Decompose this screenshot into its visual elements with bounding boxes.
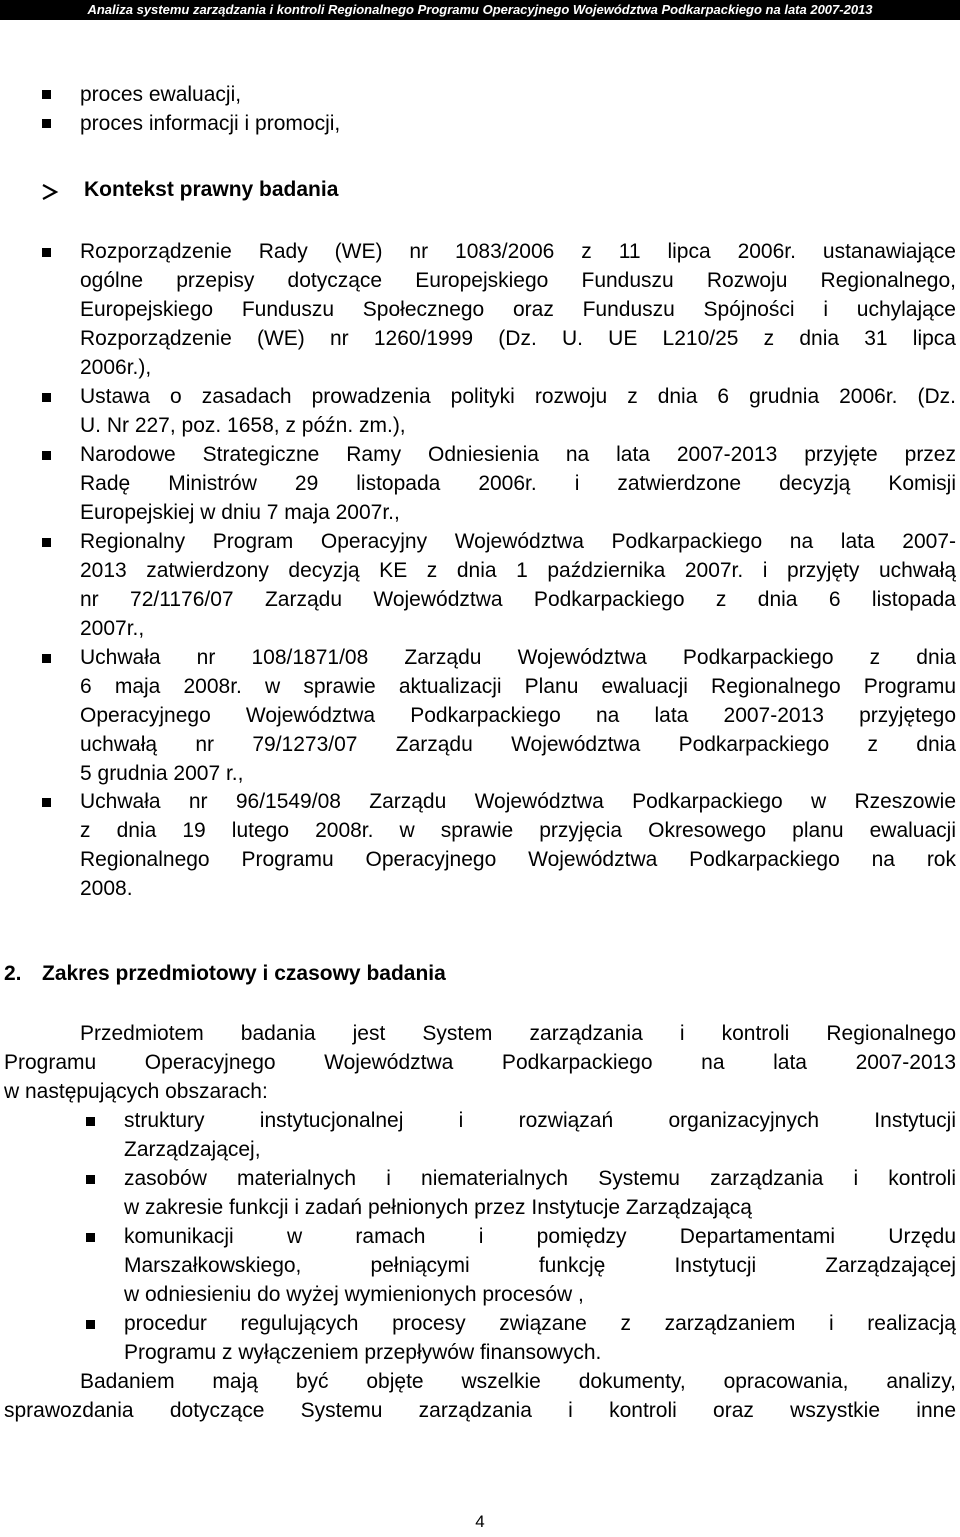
- legal-item: [80, 440, 956, 527]
- bullet-icon: [42, 654, 51, 663]
- legal-item-line: 2008.: [80, 877, 133, 900]
- bullet-icon: [42, 451, 51, 460]
- legal-item-line: uchwałą nr 79/1273/07 Zarządu Województwa Podkarpackiego z dnia: [80, 733, 956, 756]
- scope-item-line: Zarządzającej,: [124, 1138, 261, 1161]
- legal-item: [80, 527, 956, 643]
- list-item-text: proces informacji i promocji,: [80, 112, 341, 135]
- scope-item-line: Programu z wyłączeniem przepływów finansowych.: [124, 1341, 602, 1364]
- bullet-icon: [42, 248, 51, 257]
- section-number: 2.: [4, 962, 22, 985]
- bullet-icon: [86, 1175, 95, 1184]
- list-item: [80, 80, 940, 109]
- bullet-icon: [42, 90, 51, 99]
- closing-line: sprawozdania dotyczące Systemu zarządzania i kontroli oraz wszystkie inne: [4, 1399, 956, 1422]
- closing-paragraph: [4, 1367, 956, 1425]
- legal-item-line: Uchwała nr 96/1549/08 Zarządu Województwa Podkarpackiego w Rzeszowie: [80, 790, 956, 813]
- legal-item-line: 2007r.,: [80, 617, 145, 640]
- bullet-icon: [42, 119, 51, 128]
- scope-item-line: w zakresie funkcji i zadań pełnionych przez Instytucje Zarządzającą: [124, 1196, 752, 1219]
- legal-item: [80, 237, 956, 382]
- closing-line: Badaniem mają być objęte wszelkie dokumenty, opracowania, analizy,: [80, 1370, 956, 1393]
- page-number: 4: [475, 1512, 485, 1531]
- legal-item: [80, 787, 956, 903]
- arrow-bullet-icon: [40, 183, 60, 201]
- scope-item-line: komunikacji w ramach i pomiędzy Departamentami Urzędu: [124, 1225, 956, 1248]
- legal-item-line: Europejskiej w dniu 7 maja 2007r.,: [80, 501, 400, 524]
- scope-item-line: w odniesieniu do wyżej wymienionych procesów ,: [124, 1283, 584, 1306]
- bullet-icon: [86, 1320, 95, 1329]
- scope-item-line: struktury instytucjonalnej i rozwiązań organizacyjnych Instytucji: [124, 1109, 956, 1132]
- legal-item-line: ogólne przepisy dotyczące Europejskiego Funduszu Rozwoju Regionalnego,: [80, 269, 956, 292]
- legal-item-line: 2006r.),: [80, 356, 152, 379]
- scope-item-line: zasobów materialnych i niematerialnych Systemu zarządzania i kontroli: [124, 1167, 956, 1190]
- legal-item: [80, 382, 956, 440]
- bullet-icon: [86, 1233, 95, 1242]
- intro-line: Przedmiotem badania jest System zarządzania i kontroli Regionalnego: [80, 1022, 956, 1045]
- scope-item-line: Marszałkowskiego, pełniącymi funkcję Instytucji Zarządzającej: [124, 1254, 956, 1277]
- legal-item-line: Rozporządzenie Rady (WE) nr 1083/2006 z 11 lipca 2006r. ustanawiające: [80, 240, 956, 263]
- intro-line: w następujących obszarach:: [4, 1080, 268, 1103]
- legal-item-line: U. Nr 227, poz. 1658, z późn. zm.),: [80, 414, 406, 437]
- running-header: Analiza systemu zarządzania i kontroli Regionalnego Programu Operacyjnego Województwa Podkarpackiego na lata 2007-2013: [0, 0, 960, 20]
- legal-item-line: Ustawa o zasadach prowadzenia polityki rozwoju z dnia 6 grudnia 2006r. (Dz.: [80, 385, 956, 408]
- intro-paragraph: [4, 1019, 956, 1106]
- legal-item-line: 6 maja 2008r. w sprawie aktualizacji Planu ewaluacji Regionalnego Programu: [80, 675, 956, 698]
- legal-item-line: 5 grudnia 2007 r.,: [80, 762, 244, 785]
- scope-item: [124, 1222, 956, 1309]
- scope-item: [124, 1164, 956, 1222]
- legal-item-line: Operacyjnego Województwa Podkarpackiego na lata 2007-2013 przyjętego: [80, 704, 956, 727]
- bullet-icon: [42, 538, 51, 547]
- scope-item: [124, 1106, 956, 1164]
- legal-item-line: Europejskiego Funduszu Społecznego oraz Funduszu Spójności i uchylające: [80, 298, 956, 321]
- legal-item-line: Uchwała nr 108/1871/08 Zarządu Województwa Podkarpackiego z dnia: [80, 646, 956, 669]
- legal-item-line: Narodowe Strategiczne Ramy Odniesienia na lata 2007-2013 przyjęte przez: [80, 443, 956, 466]
- legal-item-line: Rozporządzenie (WE) nr 1260/1999 (Dz. U. UE L210/25 z dnia 31 lipca: [80, 327, 956, 350]
- list-item-text: proces ewaluacji,: [80, 83, 242, 106]
- list-item: [80, 109, 940, 138]
- legal-item: [80, 643, 956, 788]
- scope-item-line: procedur regulujących procesy związane z zarządzaniem i realizacją: [124, 1312, 956, 1335]
- bullet-icon: [42, 393, 51, 402]
- legal-item-line: Regionalnego Programu Operacyjnego Województwa Podkarpackiego na rok: [80, 848, 956, 871]
- legal-item-line: 2013 zatwierdzony decyzją KE z dnia 1 października 2007r. i przyjęty uchwałą: [80, 559, 956, 582]
- legal-item-line: nr 72/1176/07 Zarządu Województwa Podkarpackiego z dnia 6 listopada: [80, 588, 956, 611]
- bullet-icon: [42, 798, 51, 807]
- section-title: Zakres przedmiotowy i czasowy badania: [42, 962, 446, 985]
- legal-item-line: Regionalny Program Operacyjny Województwa Podkarpackiego na lata 2007-: [80, 530, 956, 553]
- bullet-icon: [86, 1117, 95, 1126]
- intro-line: Programu Operacyjnego Województwa Podkarpackiego na lata 2007-2013: [4, 1051, 956, 1074]
- legal-item-line: Radę Ministrów 29 listopada 2006r. i zatwierdzone decyzją Komisji: [80, 472, 956, 495]
- legal-item-line: z dnia 19 lutego 2008r. w sprawie przyjęcia Okresowego planu ewaluacji: [80, 819, 956, 842]
- scope-item: [124, 1309, 956, 1367]
- section-heading-legal: Kontekst prawny badania: [84, 178, 339, 201]
